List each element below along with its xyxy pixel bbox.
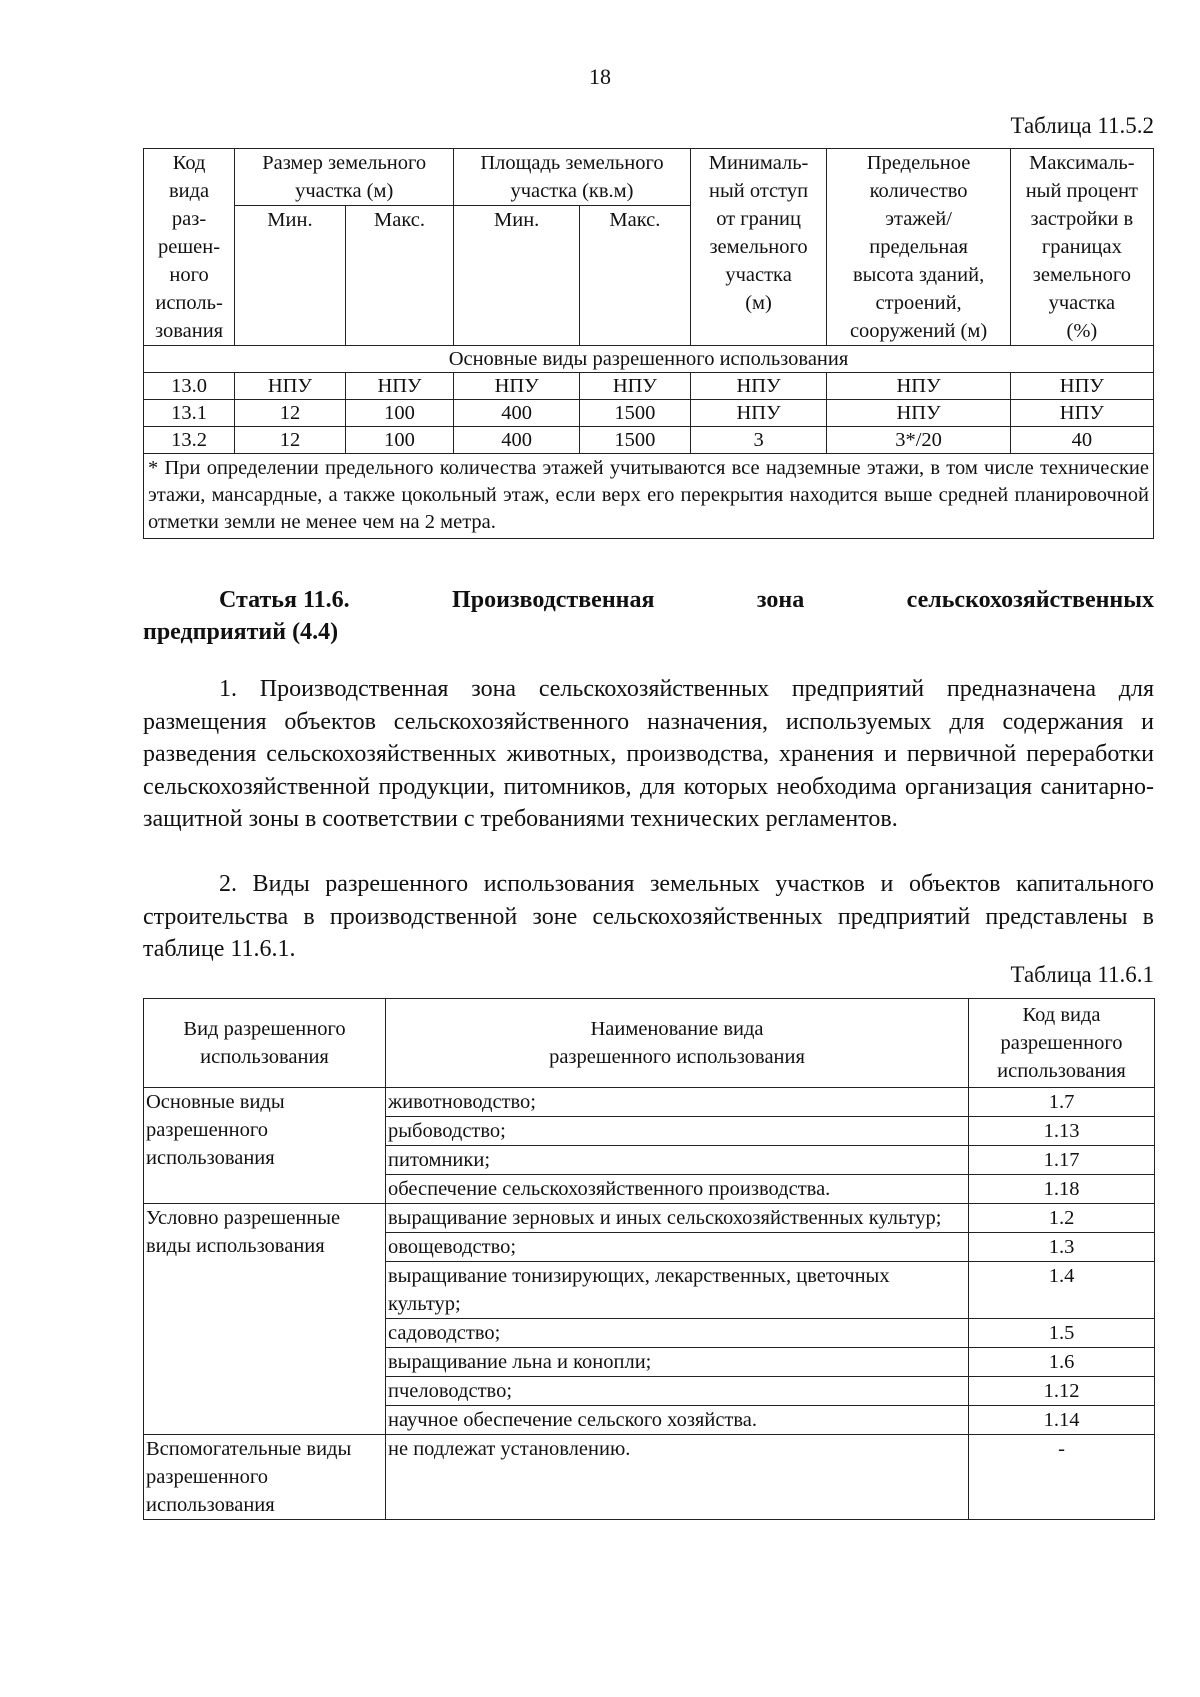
use-code: 1.7 bbox=[969, 1088, 1155, 1117]
table-cell: 3 bbox=[690, 427, 827, 454]
use-code: 1.4 bbox=[969, 1262, 1155, 1319]
table-cell: 400 bbox=[454, 400, 580, 427]
use-name: выращивание тонизирующих, лекарственных, цветочных культур; bbox=[386, 1262, 969, 1319]
table-cell: 100 bbox=[345, 400, 453, 427]
use-code: 1.13 bbox=[969, 1117, 1155, 1146]
article-title-word: Статья 11.6. bbox=[219, 587, 350, 613]
table-cell: НПУ bbox=[1010, 400, 1153, 427]
group-label: Вспомогательные виды разрешенного использования bbox=[144, 1435, 386, 1520]
table-cell: НПУ bbox=[827, 373, 1010, 400]
article-title-word: Производственная bbox=[452, 587, 655, 613]
table-row bbox=[144, 400, 1154, 427]
table-row bbox=[144, 427, 1154, 454]
use-name: питомники; bbox=[386, 1146, 969, 1175]
article-title-line2: предприятий (4.4) bbox=[143, 619, 339, 645]
table-cell: 13.0 bbox=[144, 373, 235, 400]
table-row bbox=[144, 1204, 1155, 1233]
header-plot-size: Размер земельного участка (м) bbox=[235, 149, 454, 206]
table-11-5-2-caption: Таблица 11.5.2 bbox=[1010, 113, 1154, 138]
paragraph-2: 2. Виды разрешенного использования земельных участков и объектов капитального строительства в производственной зоне сельскохозяйственных предприятий представлены в таблице 11.6.1. bbox=[143, 871, 1154, 962]
table-11-5-2-body bbox=[144, 373, 1154, 454]
header-kind-code: Код вида разрешенного использования bbox=[969, 999, 1155, 1088]
table-note: * При определении предельного количества этажей учитываются все надземные этажи, в том числе технические этажи, мансардные, а также цокольный этаж, если верх его перекрытия находится выше средней планировочной отметки земли не менее чем на 2 метра. bbox=[144, 454, 1154, 539]
use-code: 1.17 bbox=[969, 1146, 1155, 1175]
use-name: не подлежат установлению. bbox=[386, 1435, 969, 1520]
table-cell: 12 bbox=[235, 427, 346, 454]
use-code: 1.2 bbox=[969, 1204, 1155, 1233]
header-floors: Предельное количество этажей/ предельная высота зданий, строений, сооружений (м) bbox=[827, 149, 1010, 346]
use-name: пчеловодство; bbox=[386, 1377, 969, 1406]
paragraph-1: 1. Производственная зона сельскохозяйственных предприятий предназначена для размещения объектов сельскохозяйственного назначения, используемых для содержания и разведения сельскохозяйственных животных, производства, хранения и первичной переработки сельскохозяйственной продукции, питомников, для которых необходима организация санитарно-защитной зоны в соответствии с требованиями технических регламентов. bbox=[143, 676, 1154, 832]
table-cell: НПУ bbox=[454, 373, 580, 400]
article-title bbox=[143, 584, 1154, 648]
table-cell: 1500 bbox=[580, 427, 691, 454]
table-cell: НПУ bbox=[345, 373, 453, 400]
section-title: Основные виды разрешенного использования bbox=[144, 346, 1154, 373]
use-name: выращивание льна и конопли; bbox=[386, 1348, 969, 1377]
use-name: садоводство; bbox=[386, 1319, 969, 1348]
table-cell: НПУ bbox=[580, 373, 691, 400]
table-11-5-2 bbox=[143, 148, 1154, 539]
table-cell: НПУ bbox=[827, 400, 1010, 427]
page-number: 18 bbox=[589, 64, 611, 89]
article-title-word: сельскохозяйственных bbox=[906, 587, 1154, 613]
table-row bbox=[144, 1088, 1155, 1117]
table-cell: 400 bbox=[454, 427, 580, 454]
table-cell: 13.1 bbox=[144, 400, 235, 427]
header-plot-area: Площадь земельного участка (кв.м) bbox=[454, 149, 690, 206]
use-code: 1.14 bbox=[969, 1406, 1155, 1435]
table-cell: 1500 bbox=[580, 400, 691, 427]
table-cell: 13.2 bbox=[144, 427, 235, 454]
header-size-max: Макс. bbox=[345, 206, 453, 346]
group-label: Условно разрешенные виды использования bbox=[144, 1204, 386, 1435]
use-name: животноводство; bbox=[386, 1088, 969, 1117]
table-row bbox=[144, 1435, 1155, 1520]
table-cell: НПУ bbox=[1010, 373, 1153, 400]
table-cell: НПУ bbox=[235, 373, 346, 400]
header-area-min: Мин. bbox=[454, 206, 580, 346]
table-row bbox=[144, 373, 1154, 400]
table-cell: 100 bbox=[345, 427, 453, 454]
use-name: обеспечение сельскохозяйственного производства. bbox=[386, 1175, 969, 1204]
header-size-min: Мин. bbox=[235, 206, 346, 346]
table-11-6-1-caption: Таблица 11.6.1 bbox=[1010, 962, 1154, 987]
article-title-word: зона bbox=[756, 587, 805, 613]
header-setback: Минималь- ный отступ от границ земельного участка (м) bbox=[690, 149, 827, 346]
use-code: 1.18 bbox=[969, 1175, 1155, 1204]
use-code: 1.3 bbox=[969, 1233, 1155, 1262]
use-code: 1.12 bbox=[969, 1377, 1155, 1406]
table-cell: НПУ bbox=[690, 400, 827, 427]
table-cell: 40 bbox=[1010, 427, 1153, 454]
header-code: Код вида раз- решен- ного исполь- зования bbox=[144, 149, 235, 346]
table-cell: 12 bbox=[235, 400, 346, 427]
use-code: 1.5 bbox=[969, 1319, 1155, 1348]
use-name: выращивание зерновых и иных сельскохозяйственных культур; bbox=[386, 1204, 969, 1233]
header-name: Наименование вида разрешенного использования bbox=[386, 999, 969, 1088]
header-kind: Вид разрешенного использования bbox=[144, 999, 386, 1088]
header-coverage: Максималь- ный процент застройки в границах земельного участка (%) bbox=[1010, 149, 1153, 346]
use-name: овощеводство; bbox=[386, 1233, 969, 1262]
use-code: - bbox=[969, 1435, 1155, 1520]
use-code: 1.6 bbox=[969, 1348, 1155, 1377]
table-cell: НПУ bbox=[690, 373, 827, 400]
table-11-6-1 bbox=[143, 998, 1155, 1520]
use-name: научное обеспечение сельского хозяйства. bbox=[386, 1406, 969, 1435]
header-area-max: Макс. bbox=[580, 206, 691, 346]
table-11-6-1-body bbox=[144, 1088, 1155, 1520]
table-cell: 3*/20 bbox=[827, 427, 1010, 454]
group-label: Основные виды разрешенного использования bbox=[144, 1088, 386, 1204]
use-name: рыбоводство; bbox=[386, 1117, 969, 1146]
